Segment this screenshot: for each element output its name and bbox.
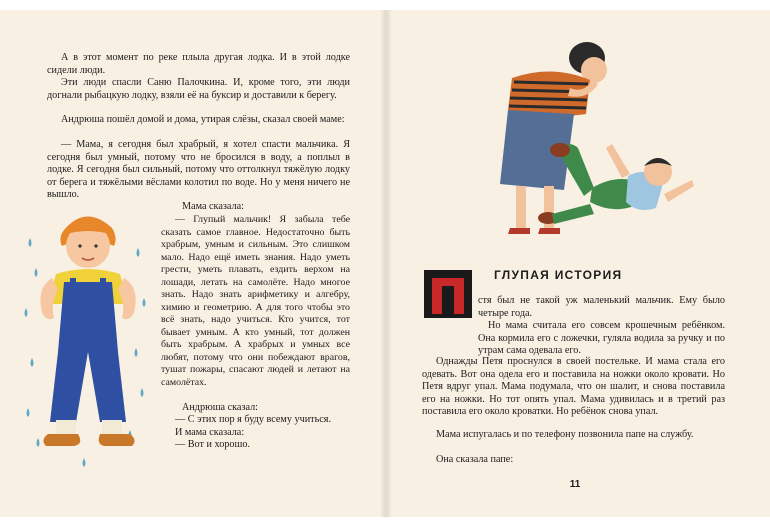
right-paragraph-4: Мама испугалась и по телефону позвонила папе на службу. — [436, 429, 694, 440]
wet-boy-illustration — [18, 208, 160, 470]
drop-cap-letter — [424, 270, 472, 318]
left-paragraph-1: А в этот момент по реке плыла другая лодка. И в этой лодке сидели люди. — [47, 52, 350, 76]
mother-and-falling-boy-illustration — [452, 38, 700, 243]
left-paragraph-9: И мама сказала: — [175, 427, 245, 438]
left-paragraph-3: Андрюша пошёл домой и дома, утирая слёзы, сказал своей маме: — [61, 114, 345, 125]
page-number: 11 — [569, 479, 581, 490]
right-paragraph-1: стя был не такой уж маленький мальчик. Ему было четыре года. — [478, 295, 725, 319]
right-paragraph-5: Она сказала папе: — [436, 454, 514, 465]
left-paragraph-8: — С этих пор я буду всему учиться. — [175, 414, 332, 425]
left-paragraph-5: Мама сказала: — [182, 201, 244, 212]
left-paragraph-10: — Вот и хорошо. — [175, 439, 250, 450]
left-paragraph-4: — Мама, я сегодня был храбрый, я хотел спасти мальчика. Я сегодня был умный, потому что не бросился в воду, а поплыл в лодке. Я сегодня был сильный, потому что оттолкнул тяжёлую лодку от берега и тяжёлыми вёслами колотил по воде. Но у меня ничего не вышло. — [47, 139, 350, 200]
story-title: ГЛУПАЯ ИСТОРИЯ — [494, 268, 623, 282]
left-paragraph-7: Андрюша сказал: — [182, 402, 258, 413]
book-gutter — [380, 10, 392, 517]
right-paragraph-2: Но мама считала его совсем крошечным ребёнком. Она кормила его с ложечки, гуляла водила за ручку и по утрам сама одевала его. — [478, 320, 725, 356]
left-paragraph-2: Эти люди спасли Саню Палочкина. И, кроме того, эти люди догнали рыбацкую лодку, взяли её на буксир и доставили к берегу. — [47, 77, 350, 101]
right-paragraph-3: Однажды Петя проснулся в своей постельке. И мама стала его одевать. Вот она одела его и поставила на ножки около кровати. Но Петя вдруг упал. Мама подумала, что он шалит, и снова поставила его на ножки. Но тот опять упал. Мама удивилась и в третий раз поставила его около кроватки. Но ребёнок снова упал. — [422, 356, 725, 417]
left-paragraph-6: — Глупый мальчик! Я забыла тебе сказать самое главное. Недостаточно быть храбрым, умным и сильным. Это слишком мало. Надо ещё иметь знания. Надо уметь грести, уметь плавать, ездить верхом на лошади, летать на самолёте. Надо многое знать. Надо знать арифметику и алгебру, химию и геометрию. А для того чтобы это всё знать, надо учиться. Кто учится, тот бывает умным. А кто умный, тот должен быть храбрым. А храбрых и умных все любят, потому что они побеждают врагов, тушат пожары, спасают людей и летают на самолётах. — [161, 214, 350, 388]
